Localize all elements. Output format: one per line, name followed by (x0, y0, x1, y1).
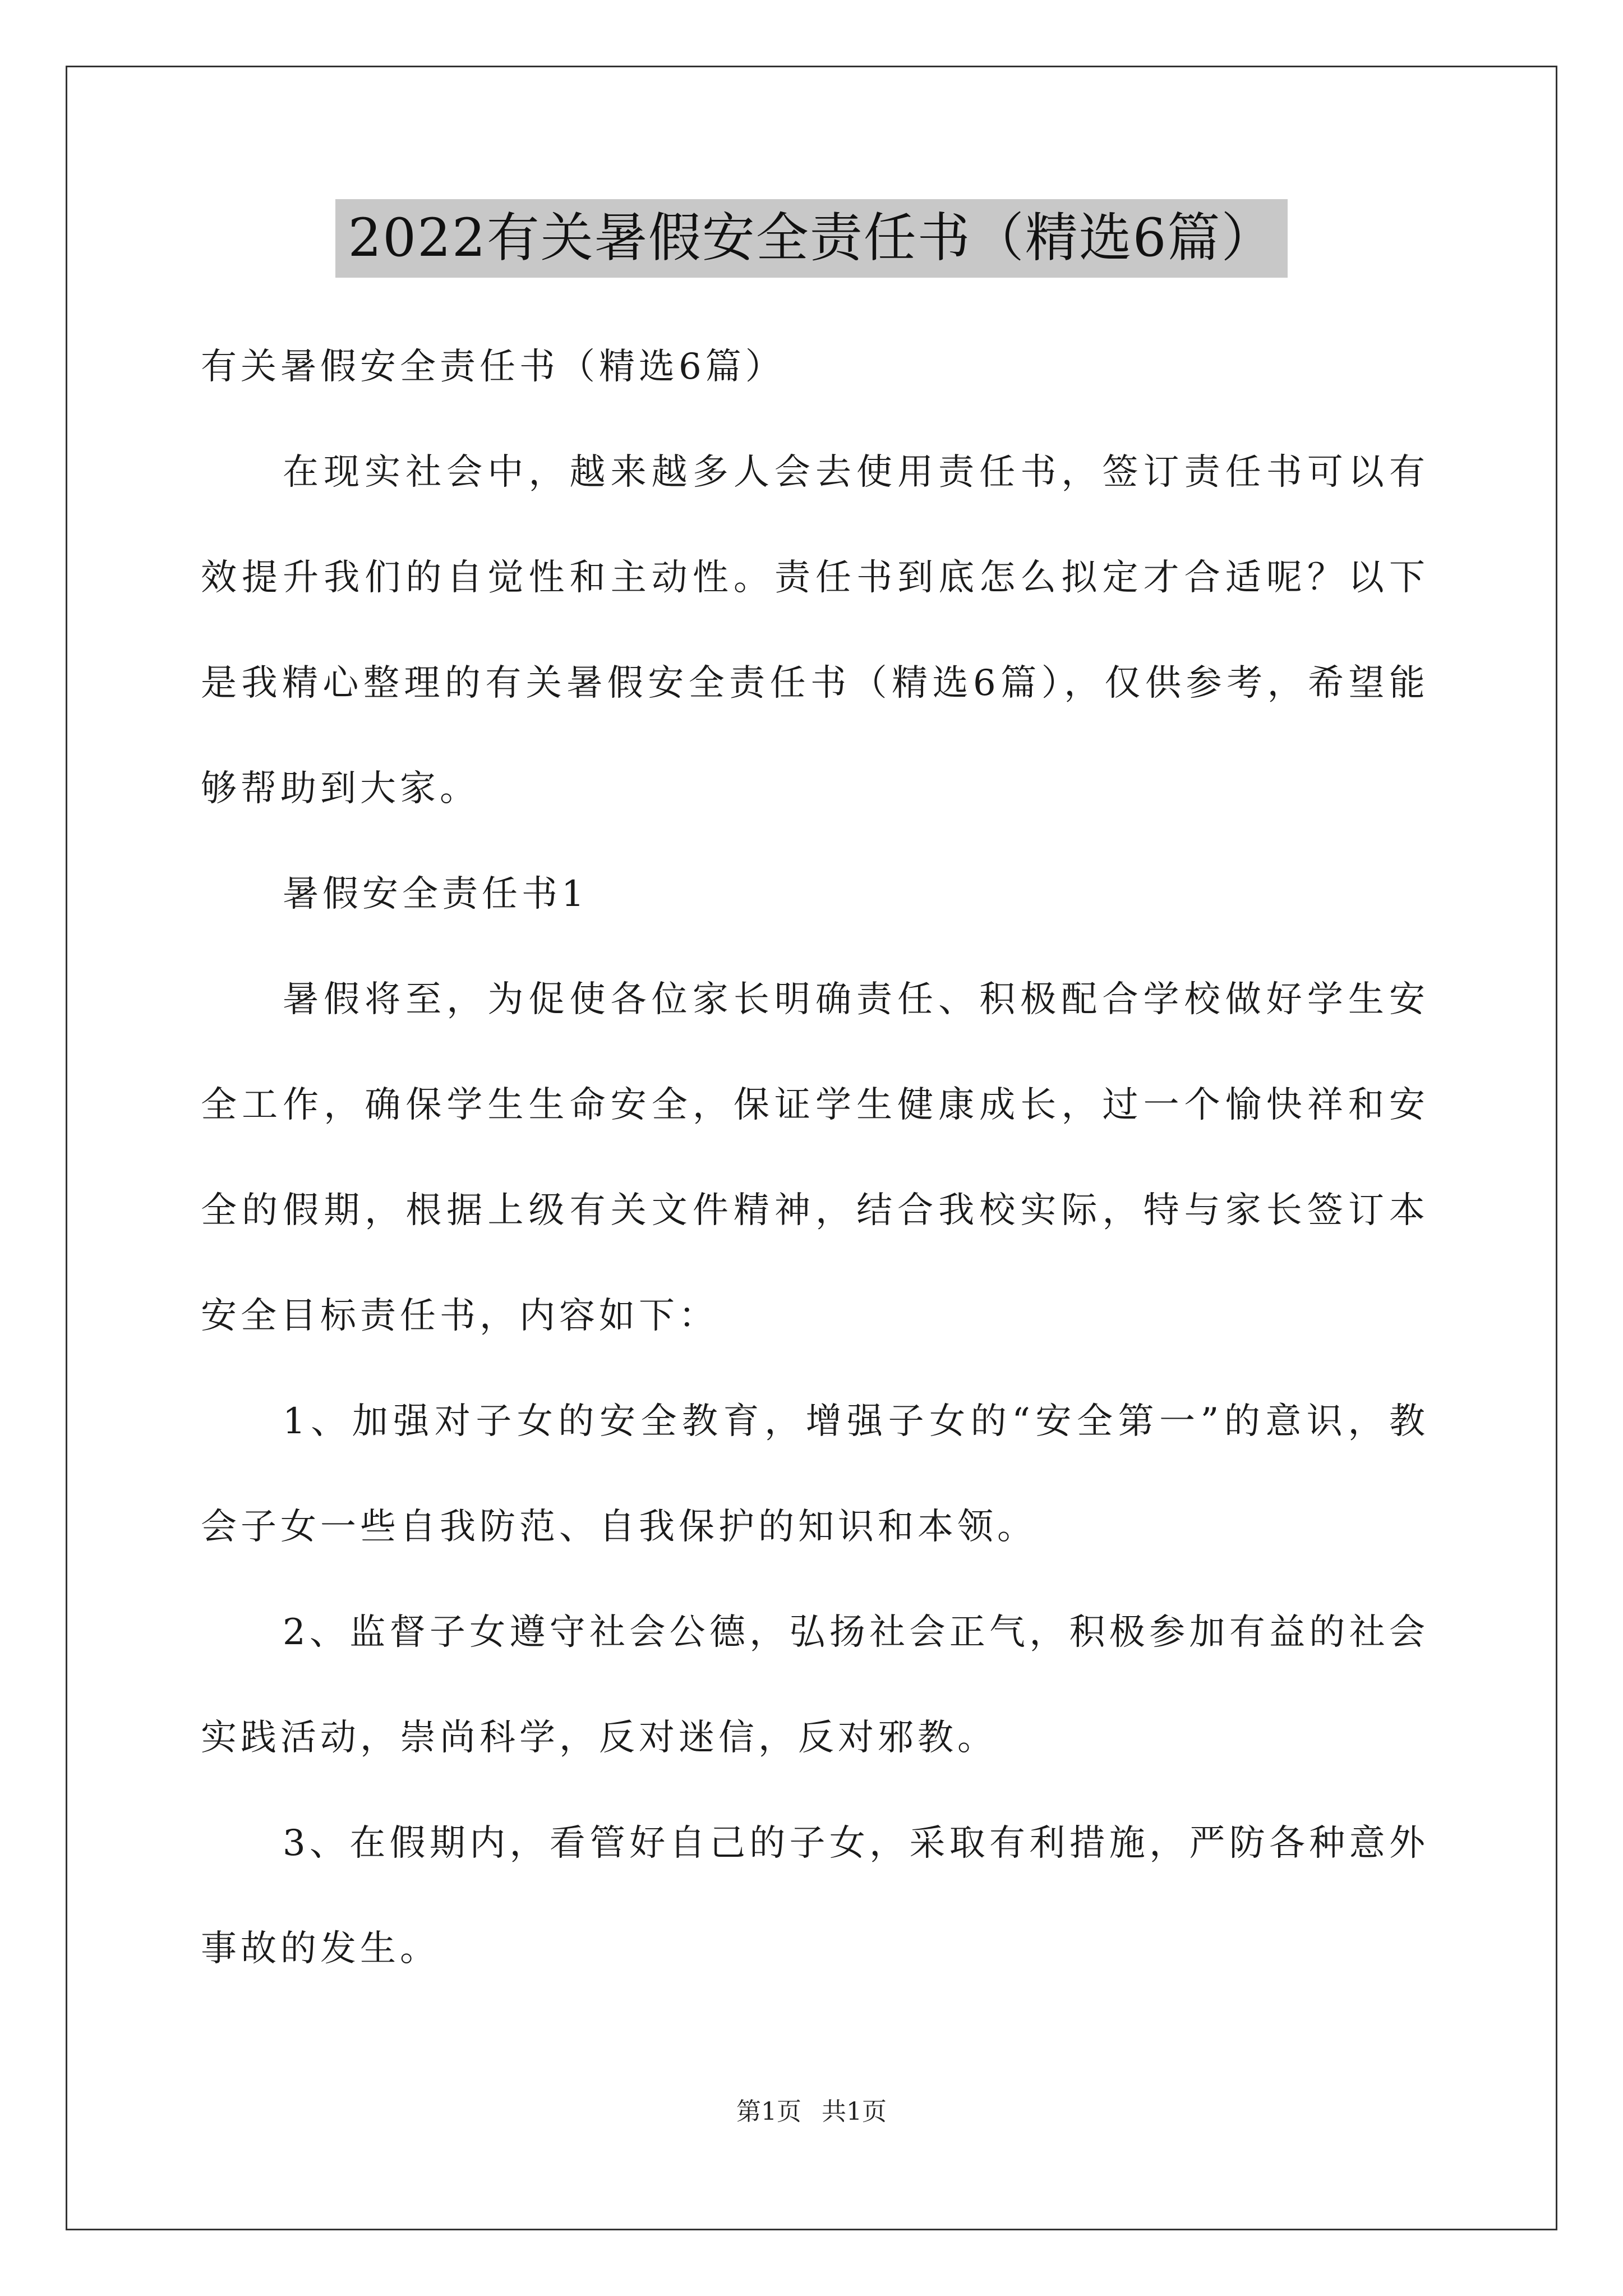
section-heading: 暑假安全责任书1 (283, 873, 588, 915)
document-body (201, 314, 1429, 2001)
body-paragraph: 暑假将至，为促使各位家长明确责任、积极配合学校做好学生安全工作，确保学生生命安全，保证学生健康成长，过一个愉快祥和安全的假期，根据上级有关文件精神，结合我校实际，特与家长签订本安全目标责任书，内容如下： (201, 979, 1429, 1337)
subtitle-paragraph: 有关暑假安全责任书（精选6篇） (201, 346, 785, 388)
list-item-1: 1、加强对子女的安全教育，增强子女的“安全第一”的意识，教会子女一些自我防范、自我保护的知识和本领。 (201, 1401, 1429, 1548)
intro-paragraph: 在现实社会中，越来越多人会去使用责任书，签订责任书可以有效提升我们的自觉性和主动性。责任书到底怎么拟定才合适呢？以下是我精心整理的有关暑假安全责任书（精选6篇），仅供参考，希望能够帮助到大家。 (201, 452, 1429, 809)
list-item-2: 2、监督子女遵守社会公德，弘扬社会正气，积极参加有益的社会实践活动，崇尚科学，反对迷信，反对邪教。 (201, 1612, 1429, 1759)
document-title: 2022有关暑假安全责任书（精选6篇） (335, 199, 1287, 278)
title-container (0, 199, 1623, 278)
page-number: 第1页 (736, 2097, 801, 2126)
page-footer (0, 2095, 1623, 2129)
list-item-3: 3、在假期内，看管好自己的子女，采取有利措施，严防各种意外事故的发生。 (201, 1823, 1429, 1970)
page-total: 共1页 (822, 2097, 887, 2126)
